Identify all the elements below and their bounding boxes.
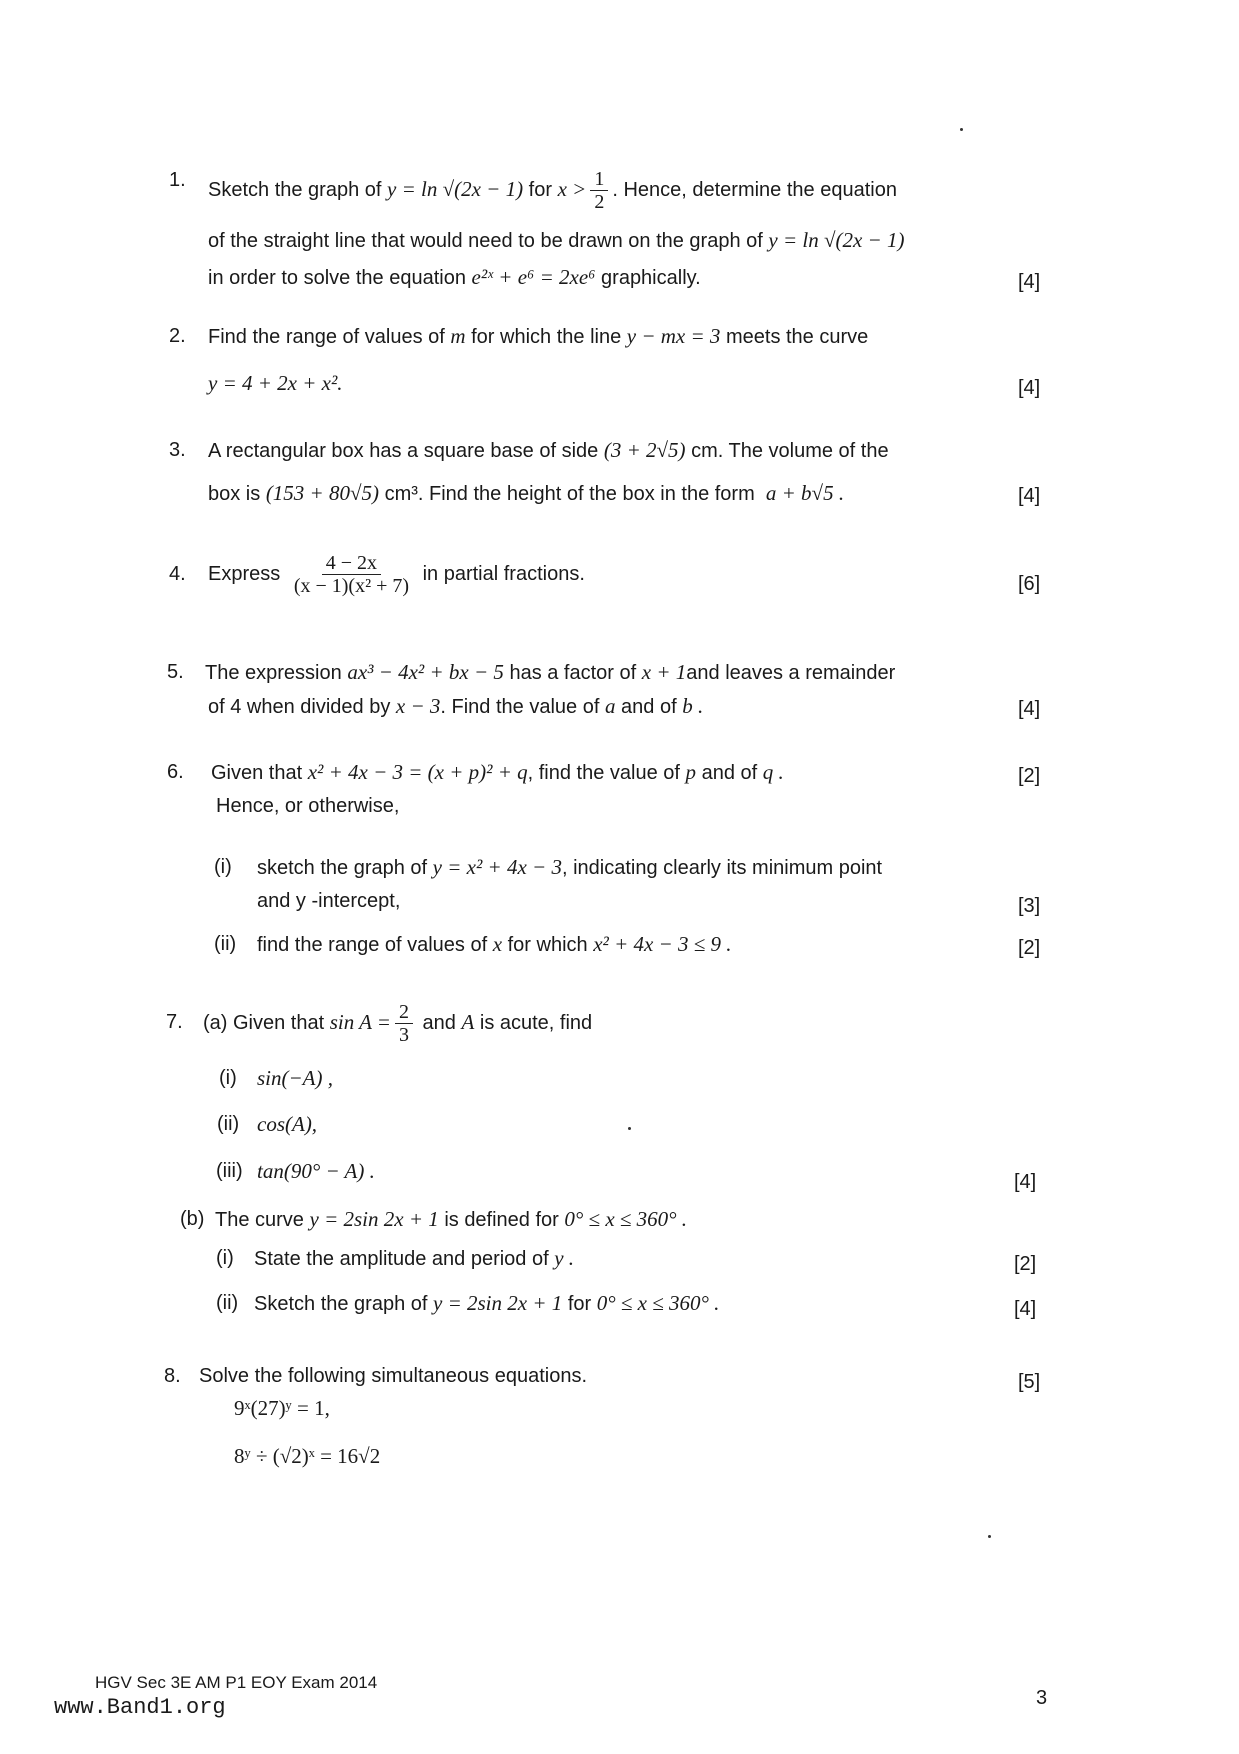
math: sin A = — [329, 1010, 391, 1034]
math: cos(A), — [257, 1112, 318, 1136]
text: State the amplitude and period of — [254, 1248, 549, 1270]
text: cm. The volume of the — [691, 440, 889, 462]
math: ax³ − 4x² + bx − 5 — [347, 660, 504, 684]
text: sketch the graph of — [257, 857, 428, 879]
exam-footer: HGV Sec 3E AM P1 EOY Exam 2014 — [95, 1673, 378, 1692]
text: , find the value of — [527, 762, 680, 784]
q-number: 5. — [167, 661, 184, 683]
text: . Hence, determine the equation — [612, 178, 897, 201]
equation: 9ˣ(27)ʸ = 1, — [234, 1396, 330, 1420]
fraction — [590, 168, 608, 213]
math: e²ˣ + e⁶ = 2xe⁶ — [471, 265, 596, 289]
numerator: 4 − 2x — [322, 552, 381, 575]
marks: [5] — [1018, 1371, 1041, 1393]
q-number: 3. — [169, 439, 186, 461]
marks: [4] — [1018, 485, 1041, 507]
text: The expression — [205, 662, 342, 684]
math: y = ln √(2x − 1) — [768, 228, 905, 252]
text: box is — [208, 483, 261, 505]
math: m — [450, 324, 466, 348]
math: y = 4 + 2x + x². — [208, 371, 343, 395]
text: for — [528, 178, 553, 201]
part-label: (i) — [219, 1067, 237, 1089]
text: and leaves a remainder — [686, 662, 896, 684]
math: sin(−A) , — [257, 1066, 333, 1090]
text: and of — [621, 696, 677, 718]
text: Given that — [211, 762, 303, 784]
part-label: (ii) — [216, 1292, 239, 1314]
text: Express — [208, 563, 281, 585]
text: in partial fractions. — [422, 563, 585, 585]
marks: [2] — [1018, 937, 1041, 959]
marks: [2] — [1014, 1253, 1037, 1275]
denominator: (x − 1)(x² + 7) — [293, 575, 410, 598]
part-label: (iii) — [216, 1160, 243, 1182]
math: b . — [682, 694, 704, 718]
marks: [4] — [1018, 271, 1041, 293]
marks: [6] — [1018, 573, 1041, 595]
text: Sketch the graph of — [208, 178, 382, 201]
text: (a) Given that — [203, 1012, 325, 1034]
page-number: 3 — [1036, 1687, 1048, 1709]
math: y = 2sin 2x + 1 — [309, 1207, 439, 1231]
q-number: 4. — [169, 563, 186, 585]
text: . Find the value of — [440, 696, 600, 718]
text: Solve the following simultaneous equations. — [199, 1365, 588, 1387]
denominator: 2 — [594, 191, 605, 213]
denominator: 3 — [398, 1024, 409, 1047]
math: p — [685, 760, 697, 784]
text: find the range of values of — [257, 934, 488, 956]
text: cm³. Find the height of the box in the form — [384, 483, 755, 505]
math: (153 + 80√5) — [265, 481, 379, 505]
text: and y -intercept, — [257, 890, 401, 912]
text: , indicating clearly its minimum point — [561, 857, 883, 879]
marks: [4] — [1018, 377, 1041, 399]
text: A rectangular box has a square base of side — [208, 440, 599, 462]
marks: [4] — [1014, 1298, 1037, 1320]
q-number: 2. — [169, 325, 186, 347]
math: x² + 4x − 3 = (x + p)² + q — [307, 760, 528, 784]
marks: [4] — [1014, 1171, 1037, 1193]
q-number: 8. — [164, 1365, 181, 1387]
part-label: (ii) — [217, 1113, 240, 1135]
q-number: 7. — [166, 1011, 183, 1033]
text: of 4 when divided by — [208, 696, 391, 718]
text: Sketch the graph of — [254, 1293, 428, 1315]
math: y − mx = 3 — [626, 324, 721, 348]
math: tan(90° − A) . — [257, 1159, 375, 1183]
part-label: (i) — [216, 1247, 234, 1269]
fraction — [290, 552, 413, 597]
speck — [628, 1127, 631, 1130]
website-watermark[interactable]: www.Band1.org — [54, 1695, 226, 1720]
text: meets the curve — [725, 326, 869, 348]
text: and — [422, 1012, 456, 1034]
part-label: (ii) — [214, 933, 237, 955]
text: for which the line — [471, 326, 622, 348]
math: x > — [557, 176, 587, 201]
text: Hence, or otherwise, — [216, 795, 400, 817]
text: of the straight line that would need to be drawn on the graph of — [208, 230, 763, 252]
text: is acute, find — [479, 1012, 593, 1034]
math: y = ln √(2x − 1) — [387, 176, 524, 201]
text: graphically. — [601, 267, 701, 289]
math: A — [461, 1010, 475, 1034]
marks: [3] — [1018, 895, 1041, 917]
part-label: (i) — [214, 856, 232, 878]
math: y . — [554, 1246, 575, 1270]
text: in order to solve the equation — [208, 267, 466, 289]
q-number: 1. — [169, 169, 186, 191]
math: a — [604, 694, 616, 718]
part-label: (b) — [180, 1208, 205, 1230]
numerator: 2 — [395, 1001, 413, 1024]
math: y = 2sin 2x + 1 — [433, 1291, 563, 1315]
math: (3 + 2√5) — [603, 438, 686, 462]
math: x — [492, 932, 503, 956]
text: Find the range of values of — [208, 326, 445, 348]
text: for — [567, 1293, 592, 1315]
math: q . — [762, 760, 784, 784]
math: a + b√5 . — [765, 481, 845, 505]
text: has a factor of — [509, 662, 637, 684]
marks: [2] — [1018, 765, 1041, 787]
math: x + 1 — [641, 660, 687, 684]
fraction — [395, 1001, 413, 1046]
math: x² + 4x − 3 ≤ 9 . — [593, 932, 732, 956]
q-number: 6. — [167, 761, 184, 783]
math: y = x² + 4x − 3 — [432, 855, 562, 879]
text: and of — [701, 762, 758, 784]
math: 0° ≤ x ≤ 360° . — [564, 1207, 688, 1231]
equation: 8ʸ ÷ (√2)ˣ = 16√2 — [234, 1444, 381, 1468]
speck — [988, 1535, 991, 1538]
marks: [4] — [1018, 698, 1041, 720]
math: x − 3 — [395, 694, 441, 718]
text: The curve — [215, 1209, 304, 1231]
speck — [960, 128, 963, 131]
text: is defined for — [444, 1209, 559, 1231]
numerator: 1 — [590, 168, 608, 191]
text: for which — [507, 934, 588, 956]
math: 0° ≤ x ≤ 360° . — [596, 1291, 720, 1315]
